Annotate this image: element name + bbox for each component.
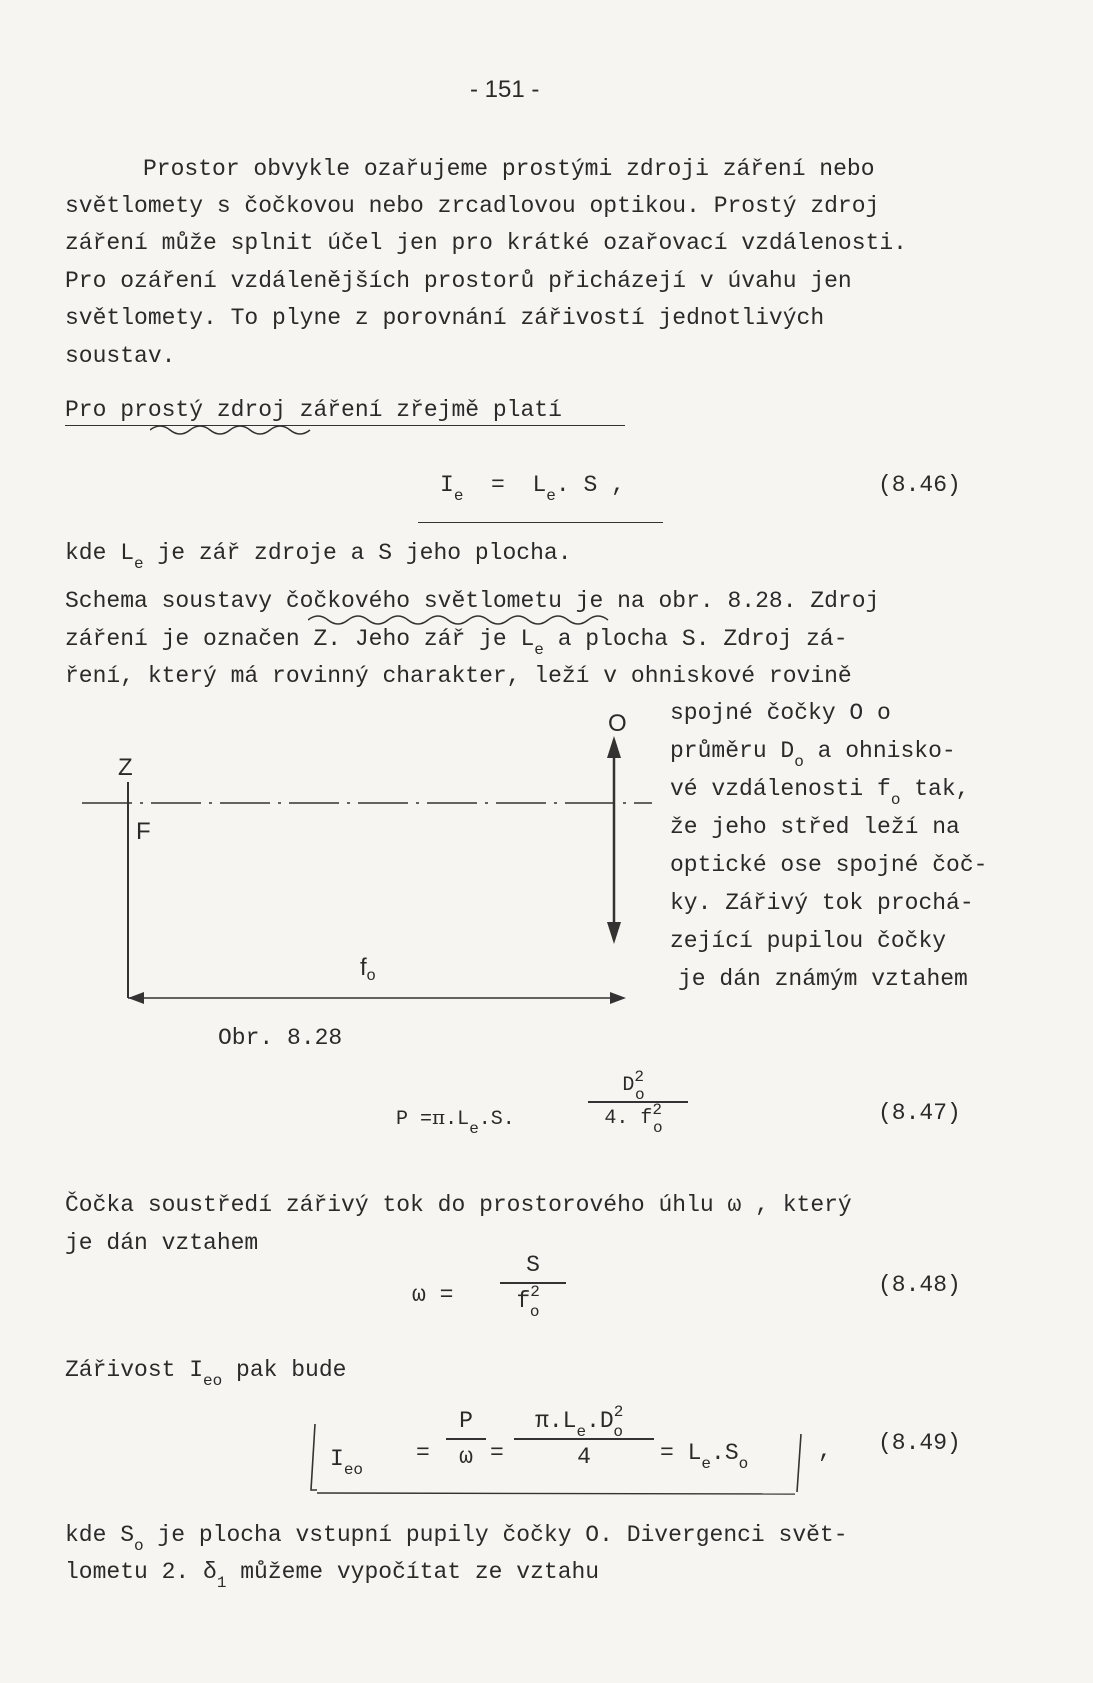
right-col-line-7: zející pupilou čočky — [670, 928, 947, 954]
eq847-numerator — [588, 1068, 688, 1104]
paragraph-1-line-3: záření může splnit účel jen pro krátké ozařovací vzdálenosti. — [65, 230, 907, 256]
eq847-mid-sub: e — [469, 1120, 479, 1138]
paragraph-4-l2-a: lometu 2. δ — [65, 1559, 217, 1585]
eq847-mid2: .S. — [478, 1108, 515, 1131]
equation-number-8-46: (8.46) — [878, 472, 961, 498]
eq847-lhs: P = — [396, 1108, 433, 1131]
eq847-num-sup: 2 — [634, 1068, 644, 1086]
right-col-line-5: optické ose spojné čoč- — [670, 852, 988, 878]
right-col-line-1: spojné čočky O o — [670, 700, 891, 726]
eq848-den-sub: o — [529, 1303, 540, 1321]
paragraph-4-l1-a: kde S — [65, 1522, 135, 1548]
eq849-rhs-sub: e — [701, 1455, 712, 1473]
right-col-line-3-b: tak, — [900, 776, 970, 802]
eq849-rhs-a: = L — [660, 1440, 702, 1466]
right-col-line-4: že jeho střed leží na — [670, 814, 960, 840]
paragraph-4-line-1 — [65, 1522, 848, 1555]
paragraph-1-line-5: světlomety. To plyne z porovnání zářivostí jednotlivých — [65, 305, 825, 331]
equation-number-8-47: (8.47) — [878, 1100, 961, 1126]
equation-8-48-lhs: ω = — [412, 1282, 454, 1308]
eq847-pi: π — [432, 1105, 446, 1129]
underline — [65, 425, 625, 426]
paragraph-1-line-6: soustav. — [65, 343, 176, 369]
paragraph-4-l1-sub: o — [134, 1537, 144, 1555]
eq849-f2-num-sub: e — [576, 1423, 587, 1441]
figure-label-f — [360, 954, 376, 982]
paragraph-1-line-1: Prostor obvykle ozařujeme prostými zdroji záření nebo — [143, 156, 875, 182]
eq849-f2-num-b: .D — [586, 1408, 614, 1434]
eq848-den-main: f — [516, 1288, 531, 1314]
paragraph-1-line-4: Pro ozáření vzdálenějších prostorů přicházejí v úvahu jen — [65, 268, 852, 294]
eq849-f2-den: 4 — [577, 1444, 591, 1470]
kde-line — [65, 540, 572, 573]
eq847-fraction — [588, 1068, 688, 1137]
paragraph-2-line-2-b: a plocha S. Zdroj zá- — [543, 626, 848, 652]
eq849-f2-num-sup: 2 — [613, 1403, 624, 1421]
zarivost-sub: eo — [203, 1372, 223, 1390]
eq847-den-sub: o — [653, 1119, 663, 1137]
paragraph-2-line-2-a: záření je označen Z. Jeho zář je L — [65, 626, 535, 652]
eq849-lhs-sub: eo — [343, 1461, 364, 1479]
page-number: - 151 - — [470, 76, 540, 103]
eq848-fraction — [500, 1252, 566, 1321]
figure-label-Z: Z — [118, 754, 133, 781]
figure-label-f-main: f — [360, 954, 367, 981]
eq849-eq1: = — [416, 1440, 430, 1466]
paragraph-4-l2-b: můžeme vypočítat ze vztahu — [226, 1559, 600, 1585]
eq847-denominator — [588, 1101, 688, 1137]
eq849-f1-num: P — [459, 1408, 473, 1434]
equation-number-8-48: (8.48) — [878, 1272, 961, 1298]
eq847-num-sub: o — [635, 1086, 645, 1104]
eq847-mid: .L — [445, 1108, 470, 1131]
paragraph-3-line-2: je dán vztahem — [65, 1230, 259, 1256]
zarivost-a: Zářivost I — [65, 1357, 204, 1383]
right-col-line-8: je dán známým vztahem — [678, 966, 968, 992]
kde-line-b: je zář zdroje a S jeho plocha. — [143, 540, 572, 566]
eq849-comma: , — [818, 1438, 832, 1464]
figure-label-f-sub: o — [366, 967, 376, 984]
eq849-f2-num-sub2: o — [613, 1423, 623, 1441]
eq848-numerator: S — [526, 1252, 540, 1278]
eq847-den-main: 4. f — [604, 1107, 653, 1130]
eq846-rhs: L — [532, 472, 547, 498]
paragraph-2-line-1: Schema soustavy čočkového světlometu je na obr. 8.28. Zdroj — [65, 588, 880, 614]
figure-label-O: O — [608, 710, 627, 737]
eq846-equals: = — [491, 472, 505, 498]
paragraph-3-line-1: Čočka soustředí zářivý tok do prostorového úhlu ω , který — [65, 1192, 852, 1218]
equation-8-46 — [440, 472, 625, 505]
eq847-num-main: D — [622, 1074, 635, 1097]
eq849-f2-num-a: π.L — [535, 1408, 577, 1434]
eq849-eq2: = — [490, 1440, 504, 1466]
paragraph-4-l1-b: je plocha vstupní pupily čočky O. Divergenci svět- — [143, 1522, 848, 1548]
eq846-lhs: I — [440, 472, 454, 498]
kde-line-a: kde L — [65, 540, 135, 566]
paragraph-1-line-2: světlomety s čočkovou nebo zrcadlovou optikou. Prostý zdroj — [65, 193, 880, 219]
eq846-lhs-sub: e — [453, 487, 464, 505]
right-col-line-2-b: a ohnisko- — [803, 738, 956, 764]
wavy-underline — [150, 420, 320, 438]
paragraph-2-line-2-sub: e — [534, 641, 544, 659]
eq849-rhs-b: .S — [711, 1440, 739, 1466]
right-col-line-3-a: vé vzdálenosti f — [670, 776, 891, 802]
equation-8-47 — [396, 1105, 515, 1138]
right-col-line-2-sub: o — [794, 753, 804, 771]
figure-label-F: F — [136, 818, 151, 845]
eq846-rhs-tail: . S , — [555, 472, 625, 498]
eq849-f1-den: ω — [459, 1444, 473, 1470]
paragraph-2-line-3: ření, který má rovinný charakter, leží v ohniskové rovině — [65, 663, 852, 689]
right-col-line-2-a: průměru D — [670, 738, 795, 764]
eq849-box — [305, 1420, 815, 1500]
zarivost-b: pak bude — [222, 1357, 347, 1383]
paragraph-4-line-2 — [65, 1559, 600, 1592]
eq848-denominator — [500, 1283, 566, 1321]
eq846-rhs-sub: e — [546, 487, 556, 505]
heading-line-prosty: Pro prostý zdroj záření zřejmě platí — [65, 397, 562, 423]
eq849-lhs-main: I — [330, 1446, 344, 1472]
kde-line-sub: e — [134, 555, 144, 573]
paragraph-2-line-2 — [65, 626, 848, 659]
right-col-line-3-sub: o — [890, 791, 901, 809]
eq847-den-sup: 2 — [652, 1101, 662, 1119]
right-col-line-2 — [670, 738, 956, 771]
eq848-den-sup: 2 — [530, 1283, 540, 1301]
right-col-line-6: ky. Zářivý tok prochá- — [670, 890, 974, 916]
equation-number-8-49: (8.49) — [878, 1430, 961, 1456]
equation-underline — [418, 522, 663, 523]
zarivost-line — [65, 1357, 347, 1390]
figure-caption: Obr. 8.28 — [218, 1025, 343, 1051]
right-col-line-3 — [670, 776, 970, 809]
eq849-rhs-sub2: o — [738, 1455, 749, 1473]
paragraph-4-l2-sub: 1 — [216, 1574, 227, 1592]
